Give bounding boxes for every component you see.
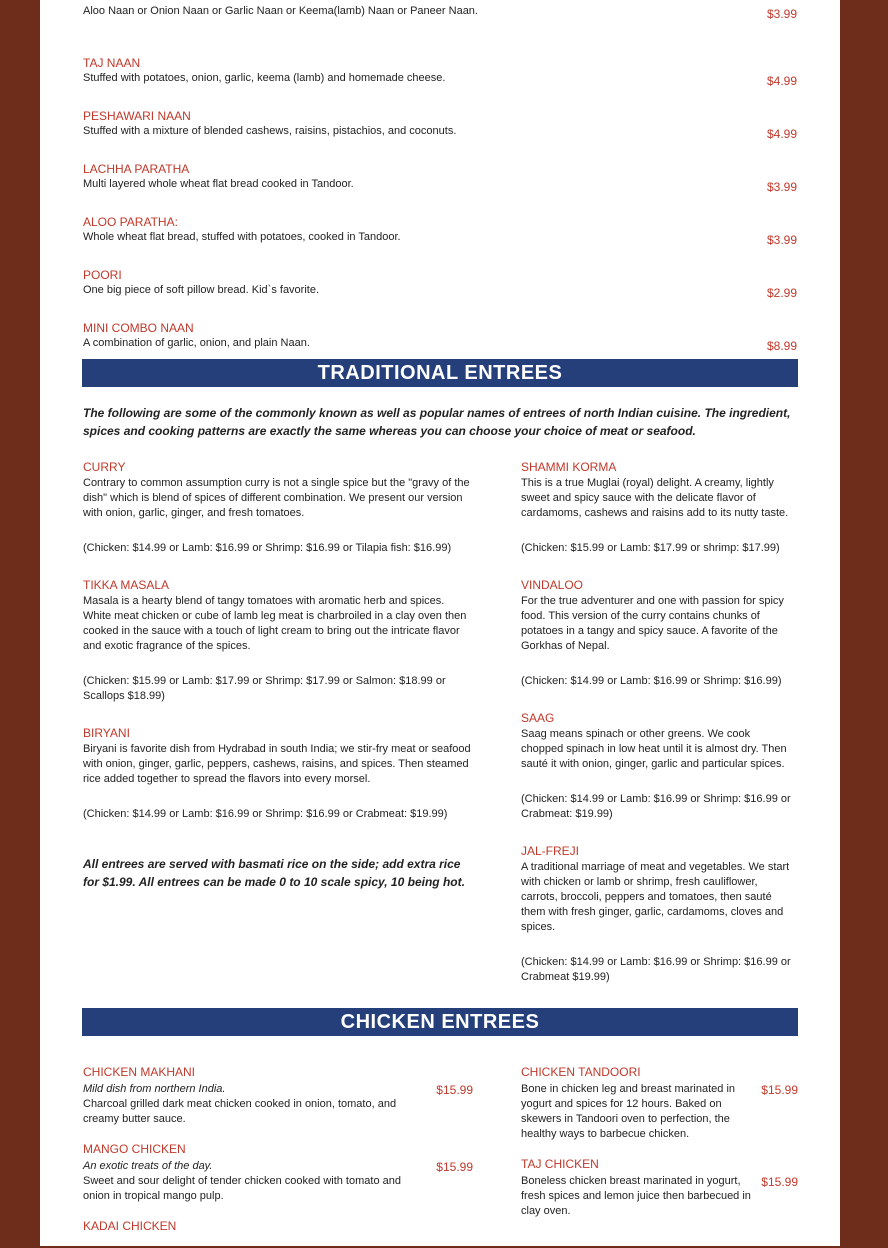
section-banner-traditional: TRADITIONAL ENTREES [82,359,798,387]
entree-name: CHICKEN TANDOORI [521,1065,641,1079]
item-price: $2.99 [766,286,797,300]
menu-item [82,281,798,353]
entree-name: MANGO CHICKEN [83,1142,186,1156]
traditional-left-column [83,460,473,891]
item-price: $4.99 [766,74,797,88]
entree-name: TIKKA MASALA [83,578,170,592]
item-description: Stuffed with potatoes, onion, garlic, keema (lamb) and homemade cheese. [83,72,446,84]
item-price: $4.99 [766,127,797,141]
item-description: Aloo Naan or Onion Naan or Garlic Naan or Keema(lamb) Naan or Paneer Naan. [83,5,478,17]
entree-tagline: An exotic treats of the day. [83,1160,213,1172]
entree-price: $15.99 [761,1175,798,1189]
item-price: $8.99 [766,339,797,353]
entree-description: Bone in chicken leg and breast marinated in yogurt and spices for 12 hours. Baked on skewers in Tandoori oven to perfection, the healthy ways to barbecue chicken. [521,1083,736,1140]
chicken-entree-item [521,1065,798,1142]
entree-name: VINDALOO [521,578,584,592]
section-intro: The following are some of the commonly known as well as popular names of entrees of north Indian cuisine. The ingredient, spices and cooking patterns are exactly the same whereas you can choose your choice of meat or seafood. [83,406,791,438]
entree-name: CURRY [83,460,126,474]
item-name: TAJ NAAN [83,56,141,70]
item-name: MINI COMBO NAAN [83,321,194,335]
entree-description: Charcoal grilled dark meat chicken cooked in onion, tomato, and creamy butter sauce. [83,1098,397,1125]
entree-description: This is a true Muglai (royal) delight. A creamy, lightly sweet and spicy sauce with the delicate flavor of cardamoms, cashews and raisins add to its nutty taste. [521,477,789,519]
entree-name: BIRYANI [83,726,130,740]
menu-item [82,228,798,300]
entree-prices: (Chicken: $14.99 or Lamb: $16.99 or Shrimp: $16.99) [521,675,782,687]
entree-prices: (Chicken: $15.99 or Lamb: $17.99 or shrimp: $17.99) [521,542,780,554]
item-name: ALOO PARATHA: [83,215,178,229]
menu-item [82,175,798,247]
entree-prices: (Chicken: $14.99 or Lamb: $16.99 or Shrimp: $16.99 or Crabmeat: $19.99) [83,808,448,820]
chicken-entree-item [521,1157,798,1219]
chicken-right-column [521,1065,798,1234]
chicken-left-column [83,1065,473,1248]
entree-item [521,711,793,822]
serving-note: All entrees are served with basmati rice on the side; add extra rice for $1.99. All entrees can be made 0 to 10 scale spicy, 10 being hot. [83,857,465,889]
bread-section [82,0,798,353]
entree-name: SAAG [521,711,555,725]
entree-prices: (Chicken: $14.99 or Lamb: $16.99 or Shrimp: $16.99 or Tilapia fish: $16.99) [83,542,452,554]
menu-page [40,0,840,1246]
chicken-entree-item [83,1142,473,1204]
entree-name: KADAI CHICKEN [83,1219,177,1233]
entree-description: Saag means spinach or other greens. We cook chopped spinach in low heat until it is almost dry. Then sauté it with onion, ginger, garlic and particular spices. [521,728,787,770]
entree-description: Biryani is favorite dish from Hydrabad in south India; we stir-fry meat or seafood with onion, ginger, garlic, peppers, cashews, raisins, and spices. Then steamed rice added together to spread the flavors into every morsel. [83,743,471,785]
entree-tagline: Mild dish from northern India. [83,1083,226,1095]
entree-description: Boneless chicken breast marinated in yogurt, fresh spices and lemon juice then barbecued in clay oven. [521,1175,751,1217]
entree-description: Contrary to common assumption curry is not a single spice but the "gravy of the dish" which is blend of spices of different combination. We present our version with onion, garlic, ginger, and fresh tomatoes. [83,477,470,519]
entree-item [83,578,473,704]
item-price: $3.99 [766,7,797,21]
item-price: $3.99 [766,180,797,194]
entree-item [521,578,793,689]
entree-description: For the true adventurer and one with passion for spicy food. This version of the curry contains chunks of potatoes in a tangy and spicy sauce. A favorite of the Gorkhas of Nepal. [521,595,784,652]
item-name: PESHAWARI NAAN [83,109,191,123]
chicken-entree-item [83,1065,473,1127]
entree-prices: (Chicken: $15.99 or Lamb: $17.99 or Shrimp: $17.99 or Salmon: $18.99 or Scallops $18.99) [83,675,446,702]
entree-description: Sweet and sour delight of tender chicken cooked with tomato and onion in tropical mango pulp. [83,1175,401,1202]
chicken-entree-item [83,1219,473,1233]
item-price: $3.99 [766,233,797,247]
entree-price: $15.99 [436,1160,473,1174]
menu-item [82,122,798,194]
entree-name: TAJ CHICKEN [521,1157,599,1171]
entree-price: $15.99 [761,1083,798,1097]
menu-item [82,0,798,21]
item-description: Stuffed with a mixture of blended cashews, raisins, pistachios, and coconuts. [83,125,457,137]
menu-item [82,69,798,141]
item-description: Whole wheat flat bread, stuffed with potatoes, cooked in Tandoor. [83,231,401,243]
entree-name: JAL-FREJI [521,844,580,858]
item-description: Multi layered whole wheat flat bread cooked in Tandoor. [83,178,354,190]
menu-item [82,16,798,88]
item-name: LACHHA PARATHA [83,162,190,176]
entree-description: A traditional marriage of meat and vegetables. We start with chicken or lamb or shrimp, fresh cauliflower, carrots, broccoli, peppers and tomatoes, then sauté them with fresh ginger, garlic, cardamoms, cloves and spices. [521,861,790,933]
entree-description: Masala is a hearty blend of tangy tomatoes with aromatic herb and spices. White meat chicken or cube of lamb leg meat is charbroiled in a clay oven then cooked in the sauce with a touch of light cream to bring out the intricate flavor and exotic fragrance of the spices. [83,595,467,652]
item-description: A combination of garlic, onion, and plain Naan. [83,337,310,349]
item-name: POORI [83,268,122,282]
entree-item [521,844,793,985]
entree-item [83,726,473,822]
traditional-right-column [521,460,793,1007]
item-description: One big piece of soft pillow bread. Kid`s favorite. [83,284,320,296]
entree-name: SHAMMI KORMA [521,460,617,474]
entree-prices: (Chicken: $14.99 or Lamb: $16.99 or Shrimp: $16.99 or Crabmeat $19.99) [521,956,791,983]
entree-price: $15.99 [436,1083,473,1097]
entree-item [521,460,793,556]
section-banner-chicken: CHICKEN ENTREES [82,1008,798,1036]
entree-name: CHICKEN MAKHANI [83,1065,196,1079]
entree-item [83,460,473,556]
entree-prices: (Chicken: $14.99 or Lamb: $16.99 or Shrimp: $16.99 or Crabmeat: $19.99) [521,793,791,820]
